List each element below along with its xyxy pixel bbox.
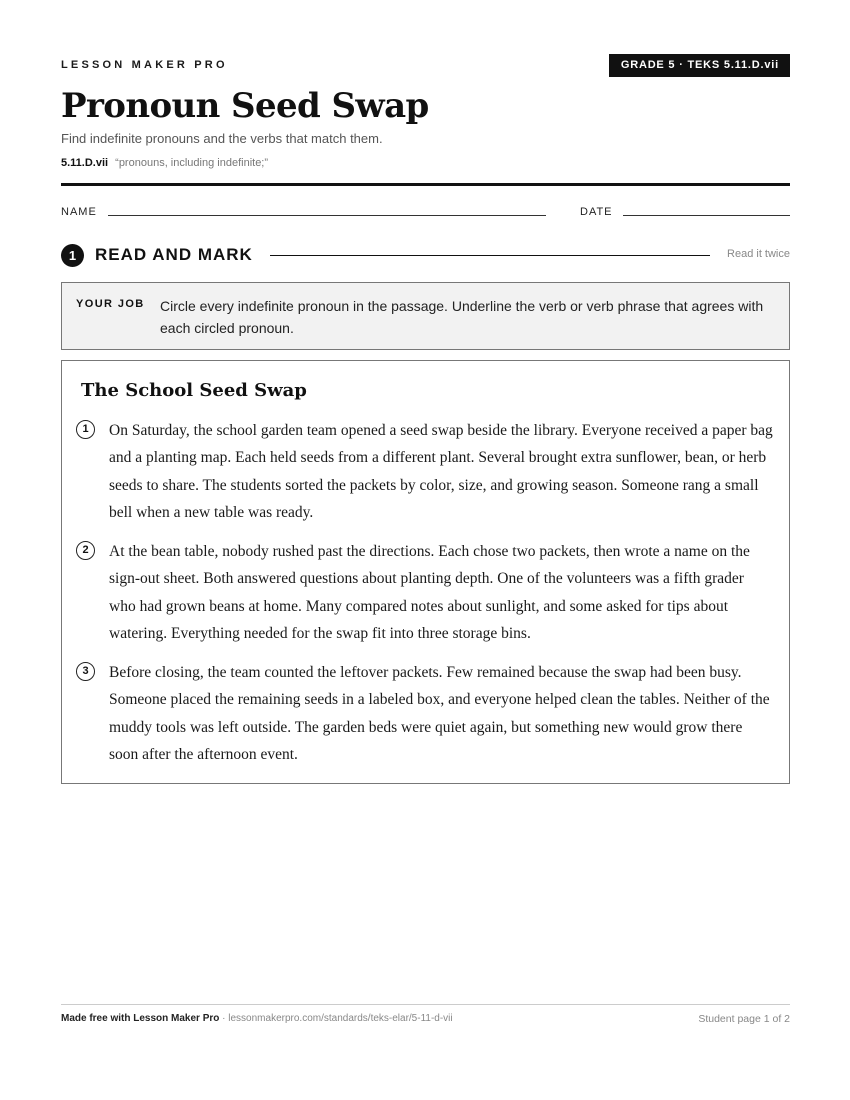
paragraph-number: 3 (76, 662, 95, 681)
section-number-badge: 1 (61, 244, 84, 267)
grade-badge: GRADE 5 · TEKS 5.11.D.vii (609, 54, 790, 77)
footer-credit (61, 1013, 453, 1024)
standard-text: “pronouns, including indefinite;” (115, 157, 269, 169)
page-title: Pronoun Seed Swap (61, 86, 429, 126)
footer-url: · lessonmakerpro.com/standards/teks-elar/5-11-d-vii (219, 1013, 453, 1024)
page-indicator: Student page 1 of 2 (698, 1013, 790, 1025)
instructions-text: Circle every indefinite pronoun in the passage. Underline the verb or verb phrase that agrees with each circled pronoun. (160, 298, 764, 336)
header-divider (61, 183, 790, 186)
name-label: NAME (61, 206, 97, 218)
section-note: Read it twice (727, 248, 790, 260)
paragraph-text: On Saturday, the school garden team opened a seed swap beside the library. Everyone received a paper bag and a planting map. Each held seeds from a different plant. Several brought extra sunflower, bean, or herb seeds to share. The students sorted the packets by color, size, and growing season. Someone rang a small bell when a new table was ready. (109, 422, 773, 522)
paragraph-number: 1 (76, 420, 95, 439)
page-subtitle: Find indefinite pronouns and the verbs that match them. (61, 131, 383, 146)
section-divider (270, 255, 710, 256)
date-field[interactable] (623, 215, 790, 216)
date-label: DATE (580, 206, 613, 218)
passage-title: The School Seed Swap (81, 380, 307, 401)
footer-brand: Made free with Lesson Maker Pro (61, 1013, 220, 1024)
brand-name: LESSON MAKER PRO (61, 59, 228, 71)
paragraph-text: At the bean table, nobody rushed past the directions. Each chose two packets, then wrote a name on the sign-out sheet. Both answered questions about planting depth. One of the volunteers was a fifth grader who had grown beans at home. Many compared notes about sunlight, and some asked for tips about watering. Everything needed for the swap fit into three storage bins. (109, 543, 750, 643)
worksheet-page (61, 0, 790, 1100)
paragraph-number: 2 (76, 541, 95, 560)
instructions-box (61, 282, 790, 350)
standard-line (61, 157, 268, 169)
section-title: READ AND MARK (95, 245, 253, 264)
standard-code: 5.11.D.vii (61, 157, 109, 169)
passage-box (61, 360, 790, 784)
footer-divider (61, 1004, 790, 1005)
name-field[interactable] (108, 215, 546, 216)
paragraph-text: Before closing, the team counted the leftover packets. Few remained because the swap had been busy. Someone placed the remaining seeds in a labeled box, and everyone helped clean the tables. Neither of the muddy tools was left outside. The garden beds were quiet again, but something new would grow there soon after the afternoon event. (109, 664, 770, 764)
instructions-label: YOUR JOB (76, 298, 145, 310)
